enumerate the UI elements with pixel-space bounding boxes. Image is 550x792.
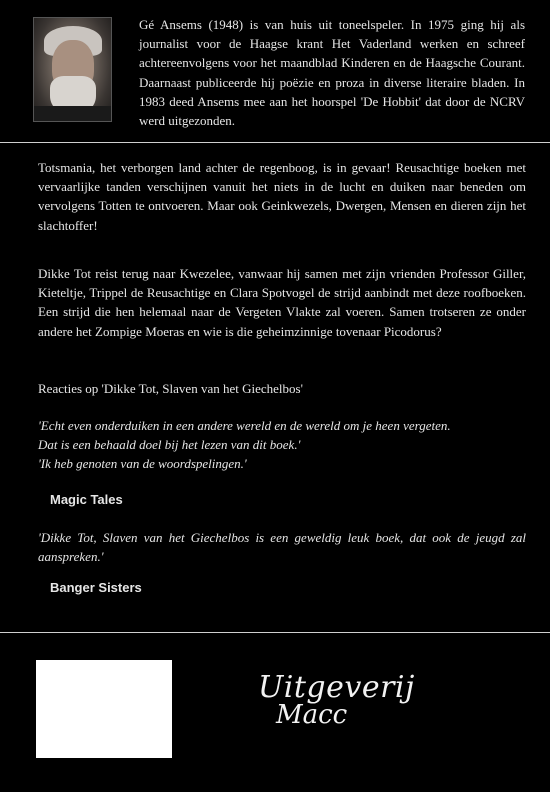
divider-bottom [0, 632, 550, 633]
author-shirt [34, 106, 111, 122]
author-bio: Gé Ansems (1948) is van huis uit toneelspeler. In 1975 ging hij als journalist voor de Haagse krant Het Vaderland werken en schreef achtereenvolgens voor het maandblad Kinderen en de Haagsche Courant. Daarnaast publiceerde hij poëzie en proza in diverse literaire bladen. In 1983 deed Ansems mee aan het hoorspel 'De Hobbit' dat door de NCRV werd uitgezonden. [139, 17, 525, 129]
review-1-line-1: 'Echt even onderduiken in een andere wereld en de wereld om je heen vergeten. [38, 418, 451, 433]
review-quote-1 [38, 416, 526, 474]
review-quote-2 [38, 528, 526, 566]
publisher-logo [258, 670, 438, 750]
reviews-heading: Reacties op 'Dikke Tot, Slaven van het Giechelbos' [38, 381, 303, 396]
blurb-paragraph-2: Dikke Tot reist terug naar Kwezelee, vanwaar hij samen met zijn vrienden Professor Giller, Kieteltje, Trippel de Reusachtige en Clara Spotvogel de strijd aanbindt met deze roofboeken. Een strijd die hen helemaal naar de Vergeten Vlakte zal voeren. Samen trotseren ze onder andere het Zompige Moeras en wie is die geheimzinnige tovenaar Picodorus? [38, 266, 526, 339]
divider-top [0, 142, 550, 143]
barcode-area [36, 660, 172, 758]
blurb-paragraph-1: Totsmania, het verborgen land achter de regenboog, is in gevaar! Reusachtige boeken met vervaarlijke tanden verschijnen vanuit het niets in de lucht en duiken naar beneden om vervolgens Totten te ontvoeren. Maar ook Geinkwezels, Dwergen, Mensen en dieren zijn het slachtoffer! [38, 160, 526, 233]
publisher-logo-line-2: Macc [276, 700, 348, 730]
review-2-line-1: 'Dikke Tot, Slaven van het Giechelbos is een geweldig leuk boek, dat ook de jeugd zal aanspreken.' [38, 530, 526, 565]
author-photo [33, 17, 112, 122]
review-1-source: Magic Tales [50, 492, 123, 507]
review-1-line-2: Dat is een behaald doel bij het lezen van dit boek.' [38, 437, 301, 453]
review-2-source: Banger Sisters [50, 580, 142, 595]
review-1-line-3: 'Ik heb genoten van de woordspelingen.' [38, 456, 247, 472]
publisher-logo-line-1: Uitgeverij [258, 670, 415, 705]
